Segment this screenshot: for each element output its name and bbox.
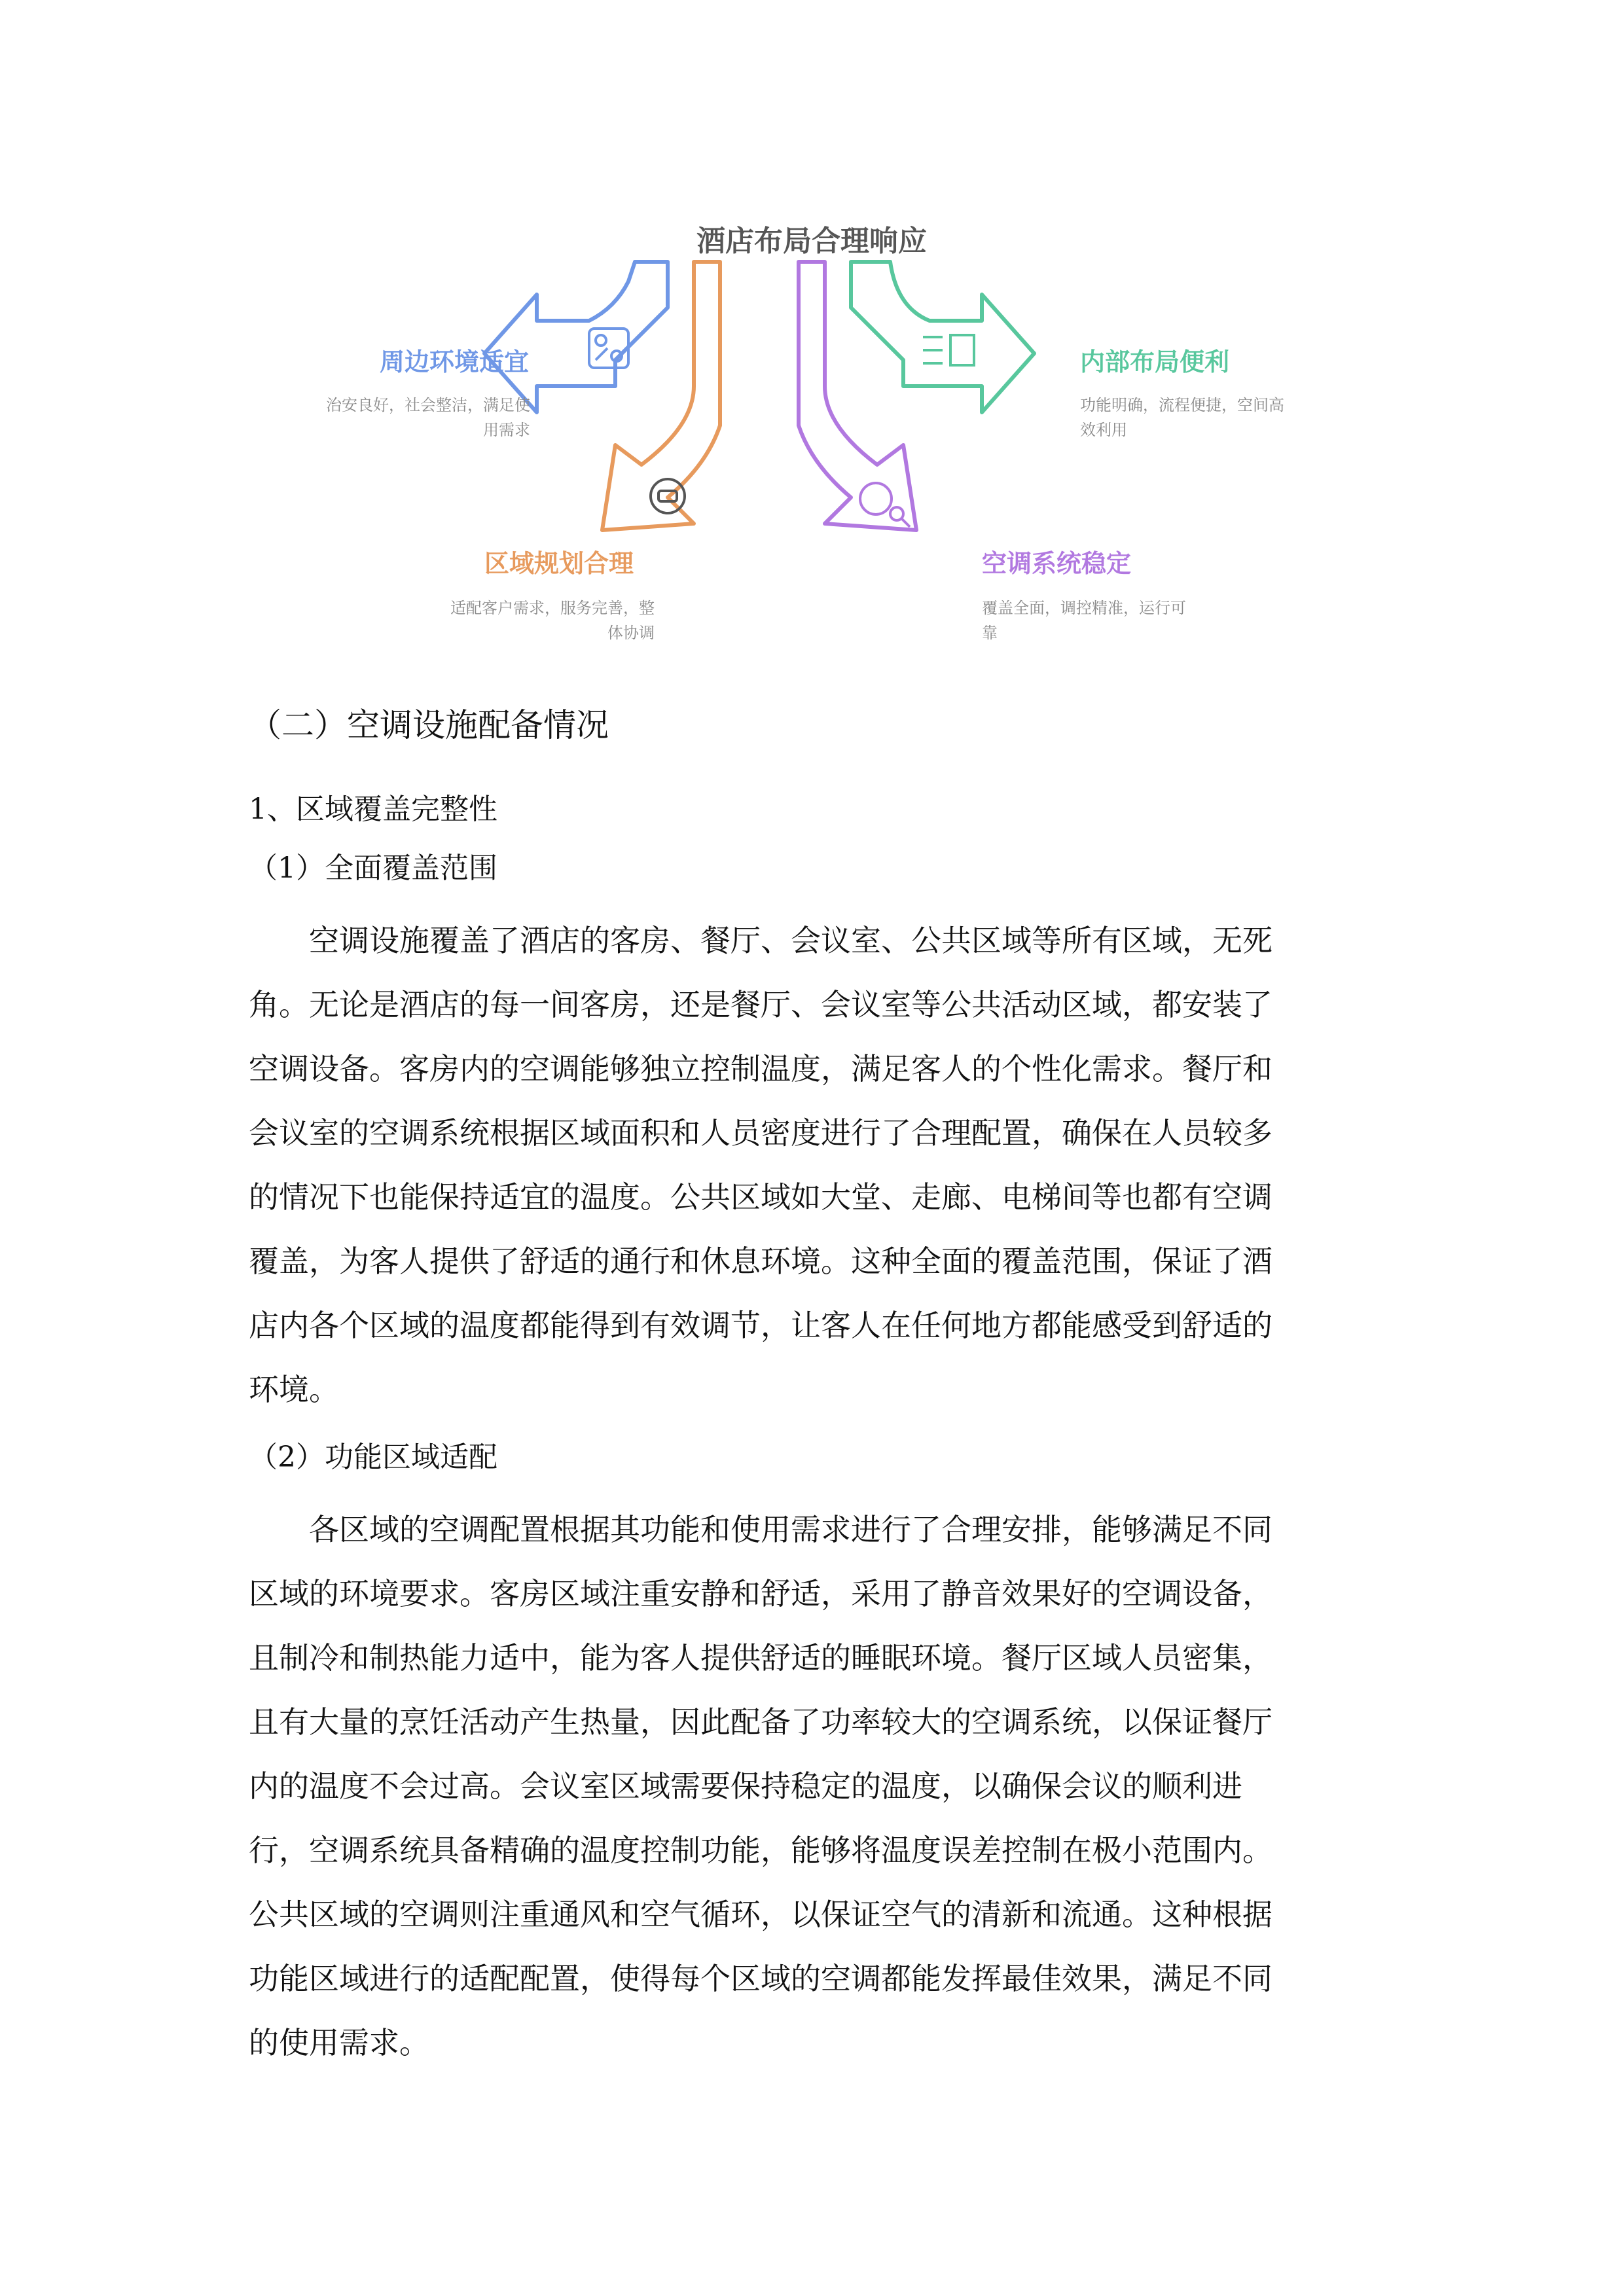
label-environment: 周边环境适宜 — [380, 348, 530, 376]
arrow-purple — [799, 262, 916, 530]
section-title: （二）空调设施配备情况 — [249, 706, 609, 744]
paragraph-line: 且制冷和制热能力适中，能为客人提供舒适的睡眠环境。餐厅区域人员密集， — [249, 1640, 1272, 1676]
diagram-title: 酒店布局合理响应 — [696, 224, 927, 258]
paragraph-line: 功能区域进行的适配配置，使得每个区域的空调都能发挥最佳效果，满足不同 — [249, 1961, 1272, 1996]
paragraph-line: 空调设备。客房内的空调能够独立控制温度，满足客人的个性化需求。餐厅和 — [249, 1051, 1272, 1086]
paragraph-line: 环境。 — [249, 1372, 339, 1407]
arrow-blue — [484, 262, 668, 412]
label-internal-layout: 内部布局便利 — [1080, 348, 1230, 376]
paragraph-line: 的使用需求。 — [249, 2025, 429, 2060]
ac-system-icon — [860, 483, 910, 527]
paragraph-line: 内的温度不会过高。会议室区域需要保持稳定的温度，以确保会议的顺利进 — [249, 1768, 1242, 1804]
paragraph-1 — [249, 908, 1375, 1422]
paragraph-line: 角。无论是酒店的每一间客房，还是餐厅、会议室等公共活动区域，都安装了 — [249, 987, 1272, 1022]
paragraph-line: 空调设施覆盖了酒店的客房、餐厅、会议室、公共区域等所有区域，无死 — [309, 923, 1272, 958]
paragraph-line: 的情况下也能保持适宜的温度。公共区域如大堂、走廊、电梯间等也都有空调 — [249, 1179, 1272, 1215]
desc-internal-layout: 功能明确，流程便捷，空间高 效利用 — [1080, 396, 1284, 439]
environment-icon — [589, 329, 628, 368]
label-zone-planning: 区域规划合理 — [484, 549, 634, 578]
desc-zone-planning: 适配客户需求，服务完善，整 体协调 — [450, 599, 655, 642]
subsection-title: 1、区域覆盖完整性 — [249, 793, 497, 826]
paragraph-line: 且有大量的烹饪活动产生热量，因此配备了功率较大的空调系统，以保证餐厅 — [249, 1704, 1272, 1740]
paragraph-2 — [249, 1498, 1375, 2075]
paragraph-line: 店内各个区域的温度都能得到有效调节，让客人在任何地方都能感受到舒适的 — [249, 1308, 1272, 1343]
paragraph-line: 各区域的空调配置根据其功能和使用需求进行了合理安排，能够满足不同 — [309, 1512, 1272, 1547]
paragraph-line: 会议室的空调系统根据区域面积和人员密度进行了合理配置，确保在人员较多 — [249, 1115, 1272, 1151]
block-heading-2: （2）功能区域适配 — [249, 1441, 497, 1474]
paragraph-line: 区域的环境要求。客房区域注重安静和舒适，采用了静音效果好的空调设备， — [249, 1576, 1272, 1611]
desc-environment: 治安良好，社会整洁，满足使 用需求 — [326, 396, 530, 439]
paragraph-line: 公共区域的空调则注重通风和空气循环，以保证空气的清新和流通。这种根据 — [249, 1897, 1272, 1932]
desc-ac-system: 覆盖全面，调控精准，运行可 靠 — [982, 599, 1186, 642]
label-ac-system: 空调系统稳定 — [982, 549, 1132, 578]
block-heading-1: （1）全面覆盖范围 — [249, 852, 497, 885]
paragraph-line: 覆盖，为客人提供了舒适的通行和休息环境。这种全面的覆盖范围，保证了酒 — [249, 1244, 1272, 1279]
layout-response-diagram — [249, 190, 1375, 674]
layout-icon — [923, 335, 974, 365]
paragraph-line: 行，空调系统具备精确的温度控制功能，能够将温度误差控制在极小范围内。 — [249, 1833, 1272, 1868]
